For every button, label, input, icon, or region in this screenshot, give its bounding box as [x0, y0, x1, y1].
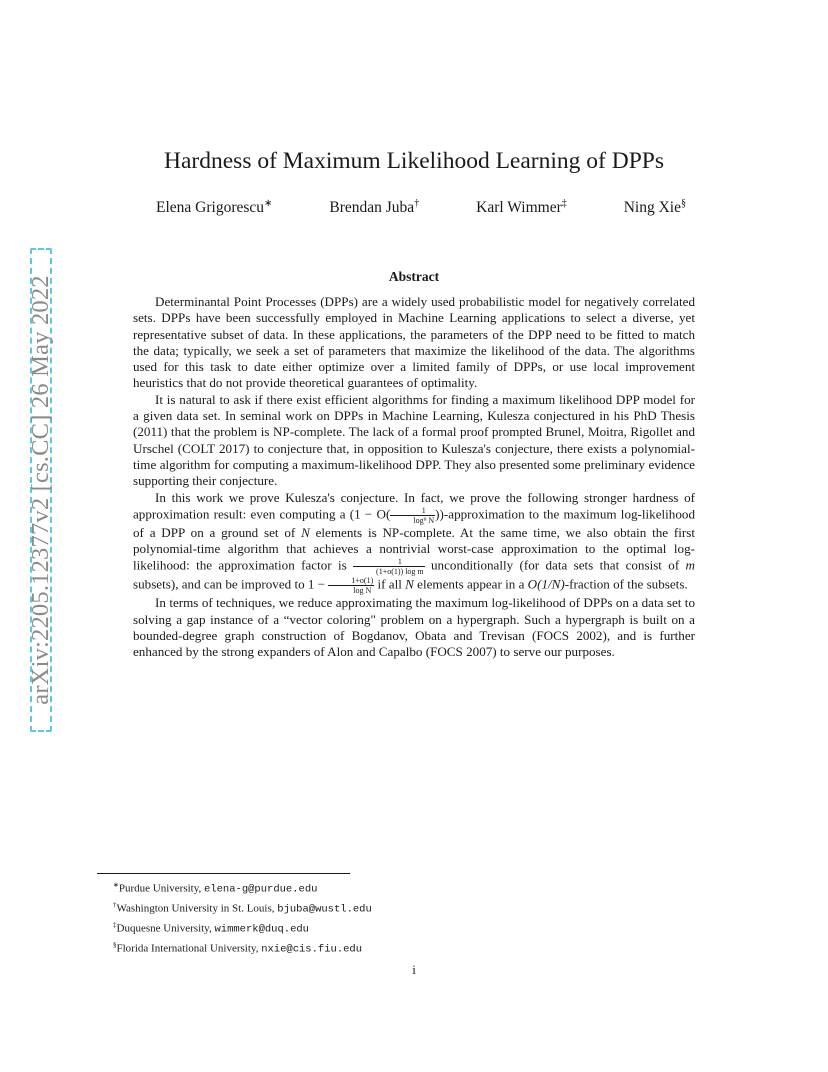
author: Ning Xie§ [623, 198, 686, 217]
abstract-paragraph: Determinantal Point Processes (DPPs) are a widely used probabilistic model for negatively correlated sets. DPPs have been successfully employed in Machine Learning applications to select a diverse, yet representative subset of data. In these applications, the parameters of the DPP need to be fitted to match the data; typically, we seek a set of parameters that maximize the likelihood of the data. The algorithms used for this task to date either optimize over a limited family of DPPs, or use local improvement heuristics that do not provide theoretical guarantees of optimality. [133, 294, 695, 391]
email-link[interactable]: bjuba@wustl.edu [277, 903, 372, 916]
email-link[interactable]: elena-g@purdue.edu [204, 883, 318, 896]
author: Brendan Juba† [329, 198, 420, 217]
fraction: $\frac{1+o(1)}{\text{log N}}$ [328, 576, 374, 595]
footnotes [113, 878, 713, 958]
footnote: †Washington University in St. Louis, bjuba@wustl.edu [113, 900, 372, 916]
author: Elena Grigorescu∗ [156, 198, 273, 217]
email-link[interactable]: nxie@cis.fiu.edu [261, 943, 363, 956]
fraction: $\frac{1}{\text{log⁹ N}}$ [390, 506, 435, 525]
arxiv-stamp [27, 248, 54, 732]
email-link[interactable]: wimmerk@duq.edu [214, 923, 309, 936]
abstract-paragraph: In terms of techniques, we reduce approximating the maximum log-likelihood of DPPs on a data set to solving a gap instance of a “vector coloring" problem on a hypergraph. Such a hypergraph is built on a bounded-degree graph construction of Bogdanov, Obata and Trevisan (FOCS 2002), and is further enhanced by the strong expanders of Alon and Capalbo (FOCS 2007) to serve our purposes. [133, 595, 695, 660]
footnote: ‡Duquesne University, wimmerk@duq.edu [113, 920, 309, 936]
page-number: i [412, 962, 416, 977]
abstract-body [133, 294, 695, 661]
arxiv-identifier: arXiv:2205.12377v2 [cs.CC] 26 May 2022 [27, 275, 54, 705]
author: Karl Wimmer‡ [476, 198, 567, 217]
footnote: ∗Purdue University, elena-g@purdue.edu [113, 881, 318, 896]
abstract-paragraph: It is natural to ask if there exist efficient algorithms for finding a maximum likelihood DPP model for a given data set. In seminal work on DPPs in Machine Learning, Kulesza conjectured in his PhD Thesis (2011) that the problem is NP-complete. The lack of a formal proof prompted Brunel, Moitra, Rigollet and Urschel (COLT 2017) to conjecture that, in opposition to Kulesza's conjecture, there exists a polynomial-time algorithm for computing a maximum-likelihood DPP. They also presented some preliminary evidence supporting their conjecture. [133, 391, 695, 489]
fraction: $\frac{1}{\text{(1+o(1)) log m}}$ [353, 557, 425, 576]
paper-title: Hardness of Maximum Likelihood Learning of DPPs [164, 148, 664, 174]
author-list [156, 198, 686, 217]
abstract-paragraph: In this work we prove Kulesza's conjecture. In fact, we prove the following stronger hardness of approximation result: even computing a (1 − O( $\frac{1}{\text{log⁹ N}}$ ))-approximation to the maximum log-likelihood of a DPP on a ground set of N elements is NP-complete. At the same time, we also obtain the first polynomial-time algorithm that achieves a nontrivial worst-case approximation to the optimal log-likelihood: the approximation factor is $\frac{1}{\text{(1+o(1)) log m}}$ unconditionally (for data sets that consist of m subsets), and can be improved to 1 − $\frac{1+o(1)}{\text{log N}}$ if all N elements appear in a O(1/N)-fraction of the subsets. [133, 489, 695, 596]
footnote-rule [97, 873, 350, 874]
footnote: §Florida International University, nxie@cis.fiu.edu [113, 940, 363, 956]
abstract-heading: Abstract [388, 269, 440, 284]
